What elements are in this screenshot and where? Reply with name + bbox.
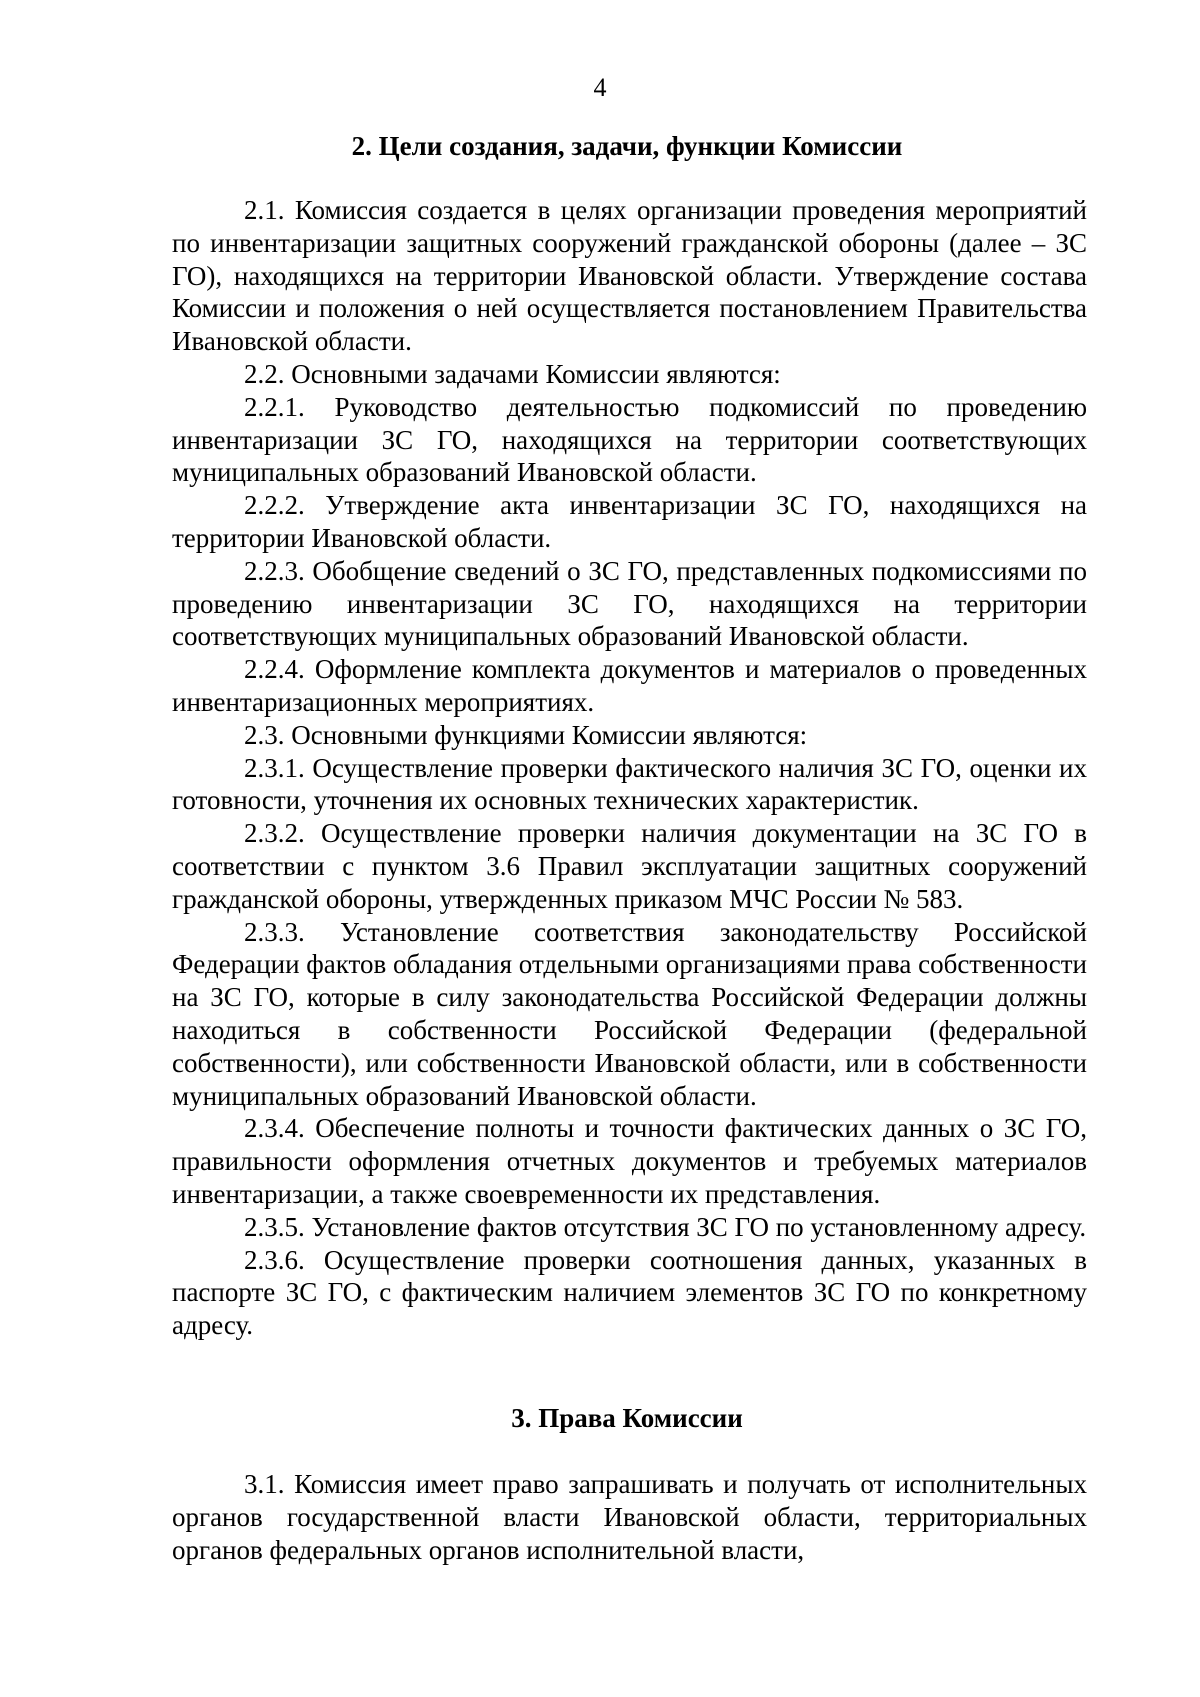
section-3-title: 3. Права Комиссии bbox=[511, 1403, 743, 1433]
paragraph-2-3-4: 2.3.4. Обеспечение полноты и точности фактических данных о ЗС ГО, правильности оформления отчетных документов и требуемых материалов инвентаризации, а также своевременности их представления. bbox=[172, 1113, 1087, 1209]
paragraph-2-3: 2.3. Основными функциями Комиссии являются: bbox=[244, 719, 808, 750]
section-2-title: 2. Цели создания, задачи, функции Комиссии bbox=[351, 131, 903, 161]
paragraph-2-2-1: 2.2.1. Руководство деятельностью подкомиссий по проведению инвентаризации ЗС ГО, находящихся на территории соответствующих муниципальных образований Ивановской области. bbox=[172, 391, 1087, 488]
paragraph-2-3-1: 2.3.1. Осуществление проверки фактического наличия ЗС ГО, оценки их готовности, уточнения их основных технических характеристик. bbox=[172, 752, 1087, 816]
paragraph-2-3-6: 2.3.6. Осуществление проверки соотношения данных, указанных в паспорте ЗС ГО, с фактическим наличием элементов ЗС ГО по конкретному адресу. bbox=[172, 1244, 1087, 1341]
section-2-body bbox=[172, 194, 1087, 1342]
section-3-body bbox=[172, 1468, 1087, 1566]
paragraph-2-2-2: 2.2.2. Утверждение акта инвентаризации ЗС ГО, находящихся на территории Ивановской области. bbox=[172, 490, 1087, 553]
paragraph-2-2-4: 2.2.4. Оформление комплекта документов и материалов о проведенных инвентаризационных мероприятиях. bbox=[172, 654, 1087, 717]
paragraph-3-1: 3.1. Комиссия имеет право запрашивать и получать от исполнительных органов государственной власти Ивановской области, территориальных органов федеральных органов исполнительной власти, bbox=[172, 1469, 1087, 1565]
paragraph-2-1: 2.1. Комиссия создается в целях организации проведения мероприятий по инвентаризации защитных сооружений гражданской обороны (далее – ЗС ГО), находящихся на территории Ивановской области. Утверждение состава Комиссии и положения о ней осуществляется постановлением Правительства Ивановской области. bbox=[172, 195, 1087, 357]
paragraph-2-3-5: 2.3.5. Установление фактов отсутствия ЗС ГО по установленному адресу. bbox=[244, 1211, 1087, 1242]
paragraph-2-2: 2.2. Основными задачами Комиссии являются: bbox=[244, 358, 781, 389]
paragraph-2-3-2: 2.3.2. Осуществление проверки наличия документации на ЗС ГО в соответствии с пунктом 3.6 Правил эксплуатации защитных сооружений гражданской обороны, утвержденных приказом МЧС России № 583. bbox=[172, 818, 1087, 914]
page-number: 4 bbox=[593, 73, 607, 102]
paragraph-2-2-3: 2.2.3. Обобщение сведений о ЗС ГО, представленных подкомиссиями по проведению инвентаризации ЗС ГО, находящихся на территории соответствующих муниципальных образований Ивановской области. bbox=[172, 555, 1087, 652]
paragraph-2-3-3: 2.3.3. Установление соответствия законодательству Российской Федерации фактов обладания отдельными организациями права собственности на ЗС ГО, которые в силу законодательства Российской Федерации должны находиться в собственности Российской Федерации (федеральной собственности), или собственности Ивановской области, или в собственности муниципальных образований Ивановской области. bbox=[172, 916, 1087, 1111]
